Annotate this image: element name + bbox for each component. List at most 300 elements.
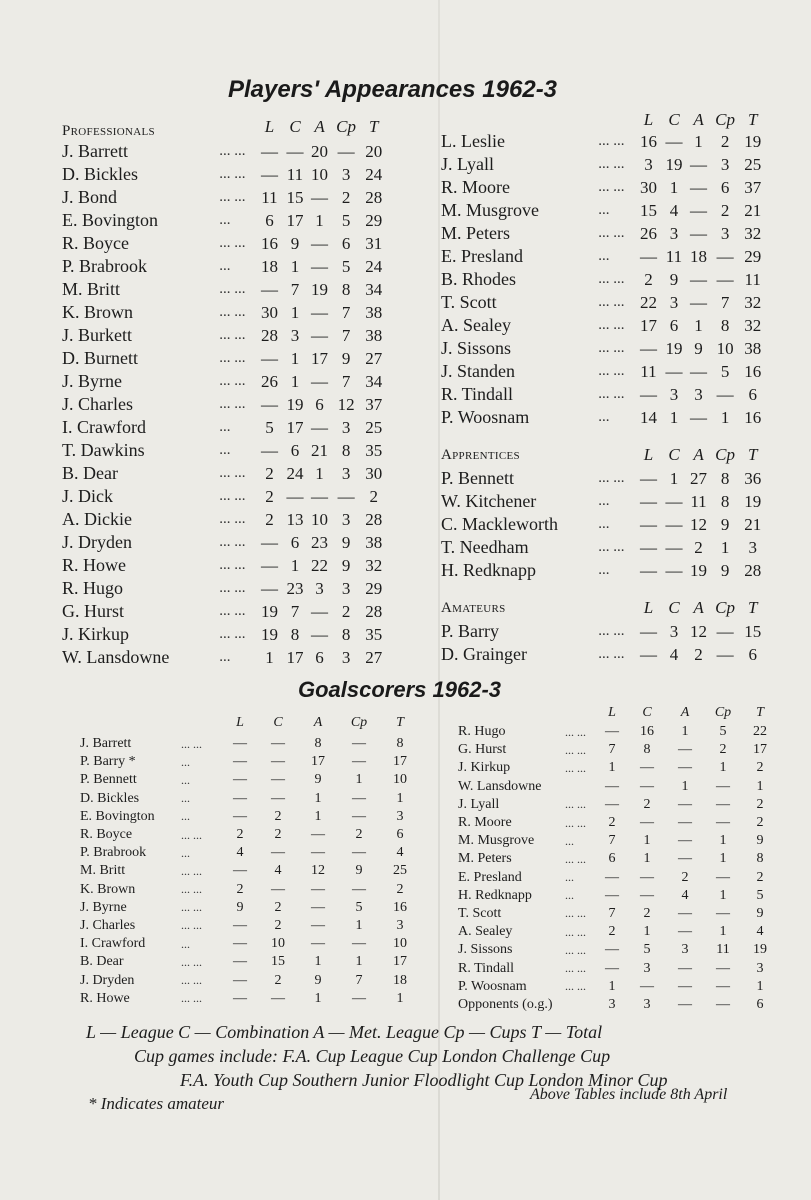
stat-a: — (690, 200, 707, 220)
stat-l: — (233, 790, 247, 806)
stat-l: — (260, 279, 278, 299)
stat-c: — (665, 491, 683, 511)
player-name: D. Burnett (62, 348, 138, 368)
stat-t: 3 (756, 960, 764, 976)
col-cp: Cp (350, 715, 368, 730)
stat-cp: — (337, 141, 355, 161)
stat-t: 36 (744, 468, 762, 488)
stat-l: 28 (260, 325, 278, 345)
stat-l: 30 (639, 177, 657, 197)
leader-dots: ... ... (181, 736, 202, 751)
stat-l: 4 (236, 845, 244, 861)
stat-t: 19 (744, 131, 762, 151)
stat-t: 10 (393, 772, 407, 788)
stat-t: 19 (753, 942, 767, 958)
player-name: J. Byrne (62, 371, 122, 391)
player-name: P. Barry * (80, 754, 136, 770)
stat-t: 2 (756, 869, 764, 885)
stat-c: 2 (643, 905, 651, 921)
player-name: J. Standen (441, 361, 515, 381)
stat-c: 13 (286, 509, 304, 529)
leader-dots: ... ... (598, 340, 625, 356)
stat-l: — (233, 736, 247, 752)
leader-dots: ... (598, 493, 610, 509)
stat-a: 27 (690, 468, 707, 488)
player-name: M. Musgrove (458, 833, 535, 849)
stat-c: 1 (290, 256, 300, 276)
leader-dots: ... ... (565, 724, 586, 739)
stat-a: — (311, 233, 328, 253)
stat-a: 12 (690, 514, 707, 534)
table-row (441, 245, 766, 268)
col-l: L (608, 705, 616, 720)
player-name: D. Bickles (80, 790, 140, 806)
player-name: R. Moore (441, 177, 510, 197)
table-row (80, 771, 420, 789)
stat-a: — (690, 223, 707, 243)
stat-t: 34 (365, 371, 383, 391)
player-name: E. Presland (441, 246, 523, 266)
leader-dots: ... ... (219, 603, 246, 619)
leader-dots: ... ... (598, 294, 625, 310)
leader-dots: ... (565, 870, 574, 885)
stat-t: 2 (369, 486, 378, 506)
stat-cp: — (352, 754, 366, 770)
stat-t: 21 (744, 200, 762, 220)
stat-cp: 8 (720, 315, 730, 335)
leader-dots: ... (598, 562, 610, 578)
leader-dots: ... ... (565, 906, 586, 921)
stat-a: — (678, 796, 692, 812)
player-name: R. Boyce (62, 233, 129, 253)
player-name: J. Lyall (441, 154, 494, 174)
stat-t: 29 (365, 210, 383, 230)
stat-c: — (271, 845, 285, 861)
table-row (441, 559, 766, 582)
stat-c: 19 (665, 154, 683, 174)
stat-c: — (640, 887, 654, 903)
stat-c: 4 (669, 200, 679, 220)
stat-l: — (260, 578, 278, 598)
stat-l: 6 (608, 851, 616, 867)
leader-dots: ... ... (219, 534, 246, 550)
table-row (441, 536, 766, 559)
leader-dots: ... ... (598, 225, 625, 241)
stat-l: — (260, 555, 278, 575)
stat-l: — (233, 990, 247, 1006)
stat-a: 1 (314, 954, 322, 970)
stat-cp: 10 (716, 338, 734, 358)
amateur-note: * Indicates amateur (88, 1094, 224, 1113)
player-name: B. Dear (62, 463, 118, 483)
stat-a: — (311, 936, 325, 952)
stat-c: 11 (286, 164, 304, 184)
stat-a: — (678, 760, 692, 776)
stat-c: 3 (290, 325, 300, 345)
stat-a: 9 (314, 772, 322, 788)
stat-l: 1 (265, 647, 274, 667)
table-row (62, 186, 387, 209)
player-name: B. Rhodes (441, 269, 517, 289)
stat-a: 19 (690, 560, 707, 580)
stat-t: 32 (365, 555, 383, 575)
stat-c: 2 (274, 827, 282, 843)
table-row (458, 832, 778, 850)
player-name: W. Kitchener (441, 491, 537, 511)
player-name: R. Moore (458, 815, 512, 831)
table-row (441, 406, 766, 429)
stat-t: 25 (393, 863, 407, 879)
stat-t: 3 (748, 537, 757, 557)
stat-c: 1 (669, 468, 679, 488)
section-label-amateurs: Amateurs (441, 599, 506, 616)
stat-a: 1 (315, 210, 324, 230)
stat-cp: 12 (337, 394, 355, 414)
leader-dots: ... ... (181, 882, 202, 897)
stat-l: — (639, 491, 657, 511)
player-name: G. Hurst (62, 601, 124, 621)
stat-c: 6 (290, 440, 300, 460)
table-row (441, 513, 766, 536)
stat-a: 9 (314, 972, 322, 988)
stat-t: 1 (396, 990, 404, 1006)
stat-a: — (678, 851, 692, 867)
leader-dots: ... ... (598, 539, 625, 555)
stat-a: 1 (681, 724, 689, 740)
stat-cp: 1 (719, 887, 727, 903)
stat-c: 9 (290, 233, 300, 253)
player-name: C. Mackleworth (441, 514, 558, 534)
stat-t: 2 (756, 796, 764, 812)
leader-dots: ... (219, 442, 231, 458)
leader-dots: ... (181, 936, 190, 951)
stat-cp: — (337, 486, 355, 506)
col-c: C (668, 598, 680, 617)
section-label-professionals: Professionals (62, 123, 155, 139)
stat-t: 38 (365, 532, 383, 552)
table-row (80, 862, 420, 880)
table-row (62, 462, 387, 485)
stat-l: 3 (608, 996, 616, 1012)
stat-cp: 5 (341, 256, 351, 276)
stat-l: — (233, 754, 247, 770)
stat-a: — (690, 292, 707, 312)
stat-t: 9 (756, 905, 764, 921)
stat-t: 17 (753, 742, 767, 758)
stat-cp: 5 (341, 210, 351, 230)
stat-t: 4 (756, 924, 764, 940)
stat-a: — (690, 407, 707, 427)
stat-c: — (271, 990, 285, 1006)
leader-dots: ... ... (565, 942, 586, 957)
leader-dots: ... (598, 516, 610, 532)
stat-t: 38 (744, 338, 762, 358)
player-name: R. Tindall (458, 960, 515, 976)
stat-l: 2 (608, 924, 616, 940)
player-name: M. Musgrove (441, 200, 539, 220)
player-name: J. Sissons (458, 942, 513, 958)
stat-l: 19 (260, 601, 278, 621)
table-row (62, 140, 387, 163)
stat-cp: 9 (341, 348, 351, 368)
stat-l: 15 (639, 200, 657, 220)
stat-a: 1 (681, 778, 689, 794)
col-cp: Cp (336, 117, 356, 136)
stat-t: 29 (744, 246, 762, 266)
stat-cp: 7 (355, 972, 363, 988)
leader-dots: ... ... (219, 350, 246, 366)
leader-dots: ... ... (598, 646, 625, 662)
player-name: Opponents (o.g.) (458, 996, 553, 1012)
stat-a: 2 (694, 644, 703, 664)
stat-a: — (311, 486, 328, 506)
player-name: A. Dickie (62, 509, 132, 529)
stat-c: 23 (286, 578, 304, 598)
stat-l: — (233, 863, 247, 879)
player-name: K. Brown (62, 302, 133, 322)
stat-l: 6 (265, 210, 274, 230)
stat-l: 14 (639, 407, 657, 427)
col-t: T (747, 598, 758, 617)
stat-cp: 3 (341, 578, 351, 598)
table-row (62, 554, 387, 577)
player-name: L. Leslie (441, 131, 505, 151)
stat-c: 1 (643, 851, 651, 867)
stat-a: 12 (690, 621, 707, 641)
goalscorers-left-table (80, 711, 420, 1008)
stat-c: 2 (274, 917, 282, 933)
stat-t: 32 (744, 292, 762, 312)
leader-dots: ... ... (219, 396, 246, 412)
stat-t: 16 (744, 361, 762, 381)
table-row (80, 953, 420, 971)
stat-c: 3 (669, 384, 679, 404)
stat-cp: 2 (720, 200, 730, 220)
stat-t: 1 (396, 790, 404, 806)
stat-l: — (639, 537, 657, 557)
table-row (458, 778, 778, 796)
stat-c: 8 (643, 742, 651, 758)
leader-dots: ... ... (598, 623, 625, 639)
stat-t: 11 (744, 269, 761, 289)
player-name: W. Lansdowne (458, 778, 542, 794)
stat-cp: — (352, 808, 366, 824)
col-l: L (643, 598, 654, 617)
col-a: A (693, 445, 704, 464)
leader-dots: ... ... (219, 166, 246, 182)
leader-dots: ... ... (219, 281, 246, 297)
stat-c: 17 (286, 210, 304, 230)
stat-a: 21 (311, 440, 328, 460)
stat-cp: — (716, 778, 730, 794)
stat-t: 10 (393, 936, 407, 952)
stat-t: 4 (396, 845, 404, 861)
table-row (62, 646, 387, 669)
stat-l: 3 (644, 154, 653, 174)
stat-cp: 5 (720, 361, 730, 381)
table-row (458, 996, 778, 1014)
player-name: A. Sealey (441, 315, 511, 335)
stat-cp: 1 (720, 407, 730, 427)
stat-a: 1 (314, 790, 322, 806)
stat-l: — (233, 936, 247, 952)
leader-dots: ... ... (219, 304, 246, 320)
leader-dots: ... ... (219, 580, 246, 596)
stat-cp: 9 (355, 863, 363, 879)
table-row (80, 790, 420, 808)
stat-l: — (639, 514, 657, 534)
col-c: C (642, 705, 652, 720)
stat-l: 26 (260, 371, 278, 391)
stat-t: 27 (365, 647, 383, 667)
stat-l: — (233, 954, 247, 970)
stat-a: — (311, 881, 325, 897)
stat-cp: — (352, 790, 366, 806)
stat-t: 25 (365, 417, 383, 437)
stat-cp: — (352, 845, 366, 861)
stat-a: — (678, 742, 692, 758)
player-name: R. Tindall (441, 384, 514, 404)
stat-t: 20 (365, 141, 383, 161)
stat-l: 18 (260, 256, 278, 276)
stat-c: 7 (290, 601, 300, 621)
stat-t: 38 (365, 325, 383, 345)
stat-c: — (665, 560, 683, 580)
stat-t: 24 (365, 256, 383, 276)
stat-a: — (690, 177, 707, 197)
col-c: C (289, 117, 301, 136)
stat-t: 2 (396, 881, 404, 897)
player-name: P. Brabrook (80, 845, 147, 861)
stat-a: — (311, 256, 328, 276)
stat-l: — (260, 532, 278, 552)
table-row (441, 643, 766, 666)
table-row (80, 735, 420, 753)
col-l: L (643, 445, 654, 464)
player-name: R. Howe (62, 555, 126, 575)
stat-a: 1 (694, 315, 703, 335)
stat-c: — (271, 881, 285, 897)
stat-t: 6 (756, 996, 764, 1012)
col-t: T (747, 110, 758, 129)
leader-dots: ... (181, 809, 190, 824)
stat-a: — (690, 269, 707, 289)
stat-t: 6 (748, 384, 757, 404)
stat-a: — (311, 325, 328, 345)
stat-l: 11 (261, 187, 278, 207)
stat-l: — (605, 887, 619, 903)
table-row (441, 490, 766, 513)
table-row (62, 209, 387, 232)
stat-c: 7 (290, 279, 300, 299)
stat-c: 3 (669, 223, 679, 243)
stat-c: — (640, 815, 654, 831)
stat-c: 16 (640, 724, 654, 740)
leader-dots: ... (565, 888, 574, 903)
player-name: I. Crawford (80, 936, 146, 952)
stat-a: 8 (314, 736, 322, 752)
stat-c: 2 (274, 972, 282, 988)
stat-c: 19 (286, 394, 304, 414)
stat-cp: 9 (720, 514, 730, 534)
stat-c: 1 (290, 302, 300, 322)
stat-l: — (639, 338, 657, 358)
table-row (441, 291, 766, 314)
player-name: D. Bickles (62, 164, 138, 184)
stat-cp: — (352, 881, 366, 897)
table-row (62, 531, 387, 554)
stat-cp: 2 (355, 827, 363, 843)
col-a: A (314, 117, 325, 136)
player-name: J. Barrett (80, 736, 132, 752)
stat-l: 2 (644, 269, 653, 289)
leader-dots: ... ... (219, 189, 246, 205)
professionals-table (62, 114, 387, 669)
leader-dots: ... ... (565, 797, 586, 812)
stat-t: 9 (756, 833, 764, 849)
stat-cp: 5 (355, 899, 363, 915)
stat-cp: — (716, 815, 730, 831)
stat-cp: 2 (719, 742, 727, 758)
stat-c: 4 (274, 863, 282, 879)
player-name: J. Burkett (62, 325, 132, 345)
col-c: C (668, 445, 680, 464)
player-name: T. Needham (441, 537, 529, 557)
col-a: A (313, 715, 323, 730)
stat-c: 6 (290, 532, 300, 552)
stat-cp: 3 (720, 223, 730, 243)
stat-t: 28 (744, 560, 762, 580)
stat-c: — (665, 131, 683, 151)
stat-c: — (640, 760, 654, 776)
stat-t: 1 (756, 778, 764, 794)
stat-l: — (605, 778, 619, 794)
stat-l: 7 (608, 905, 616, 921)
table-row (441, 314, 766, 337)
stat-a: — (311, 899, 325, 915)
table-row (62, 393, 387, 416)
stat-l: — (260, 394, 278, 414)
stat-l: 2 (236, 881, 244, 897)
leader-dots: ... ... (219, 373, 246, 389)
stat-l: — (233, 972, 247, 988)
stat-t: 29 (365, 578, 383, 598)
stat-a: 1 (694, 131, 703, 151)
stat-cp: 3 (341, 417, 351, 437)
player-name: W. Lansdowne (62, 647, 170, 667)
player-name: J. Kirkup (458, 760, 511, 776)
stat-a: 1 (314, 990, 322, 1006)
stat-l: — (639, 246, 657, 266)
stat-l: 2 (608, 815, 616, 831)
stat-c: 2 (274, 899, 282, 915)
stat-cp: — (352, 936, 366, 952)
table-row (80, 826, 420, 844)
table-row (458, 850, 778, 868)
leader-dots: ... (181, 772, 190, 787)
stat-l: — (605, 796, 619, 812)
col-a: A (693, 598, 704, 617)
stat-cp: — (716, 644, 734, 664)
leader-dots: ... (598, 248, 610, 264)
stat-t: 1 (756, 978, 764, 994)
stat-l: 2 (265, 463, 274, 483)
leader-dots: ... ... (219, 235, 246, 251)
stat-t: 35 (365, 440, 383, 460)
table-row (80, 808, 420, 826)
stat-l: 26 (639, 223, 657, 243)
stat-a: 12 (311, 863, 325, 879)
